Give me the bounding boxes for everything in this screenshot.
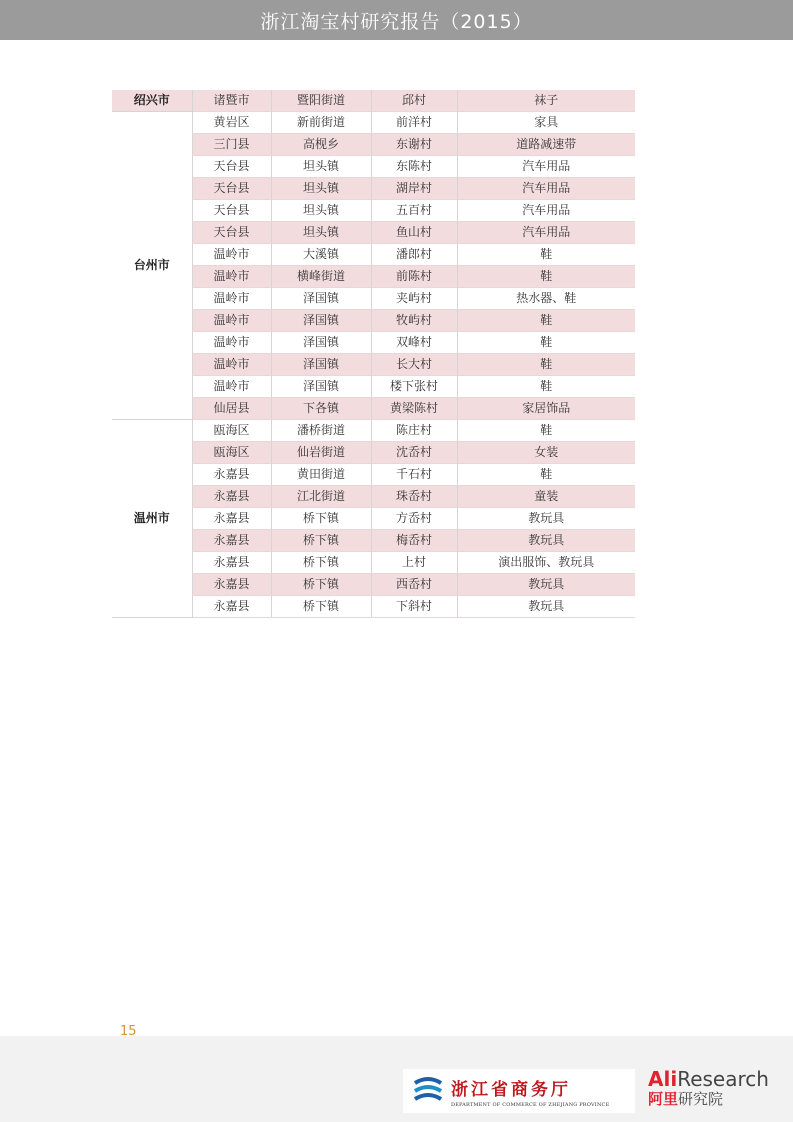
county-cell: 黄岩区 bbox=[192, 112, 271, 134]
county-cell: 温岭市 bbox=[192, 354, 271, 376]
village-cell: 五百村 bbox=[371, 200, 457, 222]
town-cell: 桥下镇 bbox=[271, 530, 371, 552]
county-cell: 温岭市 bbox=[192, 310, 271, 332]
county-cell: 瓯海区 bbox=[192, 442, 271, 464]
town-cell: 桥下镇 bbox=[271, 596, 371, 618]
county-cell: 天台县 bbox=[192, 178, 271, 200]
county-cell: 瓯海区 bbox=[192, 420, 271, 442]
product-cell: 汽车用品 bbox=[457, 178, 635, 200]
village-cell: 珠岙村 bbox=[371, 486, 457, 508]
county-cell: 永嘉县 bbox=[192, 552, 271, 574]
product-cell: 鞋 bbox=[457, 244, 635, 266]
aliresearch-cn-prefix: 阿里 bbox=[648, 1090, 679, 1108]
village-cell: 长大村 bbox=[371, 354, 457, 376]
product-cell: 鞋 bbox=[457, 464, 635, 486]
product-cell: 女装 bbox=[457, 442, 635, 464]
aliresearch-logo bbox=[648, 1068, 790, 1108]
town-cell: 江北街道 bbox=[271, 486, 371, 508]
product-cell: 鞋 bbox=[457, 332, 635, 354]
village-cell: 前洋村 bbox=[371, 112, 457, 134]
county-cell: 天台县 bbox=[192, 222, 271, 244]
village-cell: 黄梁陈村 bbox=[371, 398, 457, 420]
town-cell: 黄田街道 bbox=[271, 464, 371, 486]
town-cell: 坦头镇 bbox=[271, 156, 371, 178]
county-cell: 永嘉县 bbox=[192, 508, 271, 530]
aliresearch-logo-suffix: Research bbox=[677, 1067, 769, 1091]
city-cell: 温州市 bbox=[112, 420, 192, 618]
village-cell: 沈岙村 bbox=[371, 442, 457, 464]
village-cell: 前陈村 bbox=[371, 266, 457, 288]
product-cell: 汽车用品 bbox=[457, 156, 635, 178]
product-cell: 教玩具 bbox=[457, 574, 635, 596]
village-cell: 楼下张村 bbox=[371, 376, 457, 398]
product-cell: 袜子 bbox=[457, 90, 635, 112]
table-row bbox=[112, 420, 635, 442]
town-cell: 新前街道 bbox=[271, 112, 371, 134]
town-cell: 高枧乡 bbox=[271, 134, 371, 156]
town-cell: 大溪镇 bbox=[271, 244, 371, 266]
commerce-department-name-cn: 浙江省商务厅 bbox=[451, 1079, 571, 1100]
village-cell: 东谢村 bbox=[371, 134, 457, 156]
town-cell: 仙岩街道 bbox=[271, 442, 371, 464]
product-cell: 鞋 bbox=[457, 376, 635, 398]
village-cell: 梅岙村 bbox=[371, 530, 457, 552]
product-cell: 童装 bbox=[457, 486, 635, 508]
county-cell: 温岭市 bbox=[192, 244, 271, 266]
county-cell: 温岭市 bbox=[192, 288, 271, 310]
product-cell: 演出服饰、教玩具 bbox=[457, 552, 635, 574]
town-cell: 潘桥街道 bbox=[271, 420, 371, 442]
village-cell: 千石村 bbox=[371, 464, 457, 486]
town-cell: 坦头镇 bbox=[271, 178, 371, 200]
city-cell: 绍兴市 bbox=[112, 90, 192, 112]
county-cell: 三门县 bbox=[192, 134, 271, 156]
village-cell: 双峰村 bbox=[371, 332, 457, 354]
county-cell: 永嘉县 bbox=[192, 486, 271, 508]
village-cell: 西岙村 bbox=[371, 574, 457, 596]
product-cell: 教玩具 bbox=[457, 530, 635, 552]
village-cell: 夹屿村 bbox=[371, 288, 457, 310]
table-body bbox=[112, 90, 635, 618]
village-cell: 东陈村 bbox=[371, 156, 457, 178]
village-cell: 下斜村 bbox=[371, 596, 457, 618]
commerce-department-name-en: DEPARTMENT OF COMMERCE OF ZHEJIANG PROVINCE bbox=[451, 1101, 610, 1108]
town-cell: 暨阳街道 bbox=[271, 90, 371, 112]
table-row bbox=[112, 112, 635, 134]
product-cell: 鞋 bbox=[457, 420, 635, 442]
county-cell: 天台县 bbox=[192, 200, 271, 222]
village-cell: 潘郎村 bbox=[371, 244, 457, 266]
table-row bbox=[112, 90, 635, 112]
town-cell: 桥下镇 bbox=[271, 574, 371, 596]
town-cell: 泽国镇 bbox=[271, 310, 371, 332]
village-cell: 方岙村 bbox=[371, 508, 457, 530]
product-cell: 家居饰品 bbox=[457, 398, 635, 420]
county-cell: 天台县 bbox=[192, 156, 271, 178]
county-cell: 永嘉县 bbox=[192, 574, 271, 596]
town-cell: 坦头镇 bbox=[271, 200, 371, 222]
town-cell: 泽国镇 bbox=[271, 376, 371, 398]
product-cell: 家具 bbox=[457, 112, 635, 134]
county-cell: 温岭市 bbox=[192, 266, 271, 288]
village-cell: 邱村 bbox=[371, 90, 457, 112]
aliresearch-cn-suffix: 研究院 bbox=[678, 1090, 724, 1108]
town-cell: 泽国镇 bbox=[271, 332, 371, 354]
town-cell: 泽国镇 bbox=[271, 288, 371, 310]
town-cell: 下各镇 bbox=[271, 398, 371, 420]
village-cell: 湖岸村 bbox=[371, 178, 457, 200]
county-cell: 永嘉县 bbox=[192, 596, 271, 618]
commerce-department-emblem-icon bbox=[411, 1073, 445, 1109]
village-cell: 陈庄村 bbox=[371, 420, 457, 442]
village-cell: 鱼山村 bbox=[371, 222, 457, 244]
county-cell: 诸暨市 bbox=[192, 90, 271, 112]
county-cell: 仙居县 bbox=[192, 398, 271, 420]
town-cell: 泽国镇 bbox=[271, 354, 371, 376]
village-cell: 牧屿村 bbox=[371, 310, 457, 332]
page-number: 15 bbox=[120, 1024, 137, 1039]
city-cell: 台州市 bbox=[112, 112, 192, 420]
product-cell: 教玩具 bbox=[457, 596, 635, 618]
product-cell: 汽车用品 bbox=[457, 222, 635, 244]
product-cell: 鞋 bbox=[457, 354, 635, 376]
county-cell: 温岭市 bbox=[192, 376, 271, 398]
village-cell: 上村 bbox=[371, 552, 457, 574]
county-cell: 永嘉县 bbox=[192, 530, 271, 552]
product-cell: 热水器、鞋 bbox=[457, 288, 635, 310]
product-cell: 鞋 bbox=[457, 310, 635, 332]
commerce-department-logo bbox=[403, 1069, 635, 1113]
town-cell: 桥下镇 bbox=[271, 552, 371, 574]
town-cell: 横峰街道 bbox=[271, 266, 371, 288]
page-header bbox=[0, 0, 793, 40]
product-cell: 道路减速带 bbox=[457, 134, 635, 156]
town-cell: 坦头镇 bbox=[271, 222, 371, 244]
county-cell: 永嘉县 bbox=[192, 464, 271, 486]
product-cell: 教玩具 bbox=[457, 508, 635, 530]
report-title: 浙江淘宝村研究报告（2015） bbox=[260, 10, 533, 33]
product-cell: 汽车用品 bbox=[457, 200, 635, 222]
town-cell: 桥下镇 bbox=[271, 508, 371, 530]
aliresearch-logo-prefix: Ali bbox=[648, 1067, 678, 1091]
product-cell: 鞋 bbox=[457, 266, 635, 288]
taobao-village-table bbox=[112, 90, 635, 618]
county-cell: 温岭市 bbox=[192, 332, 271, 354]
